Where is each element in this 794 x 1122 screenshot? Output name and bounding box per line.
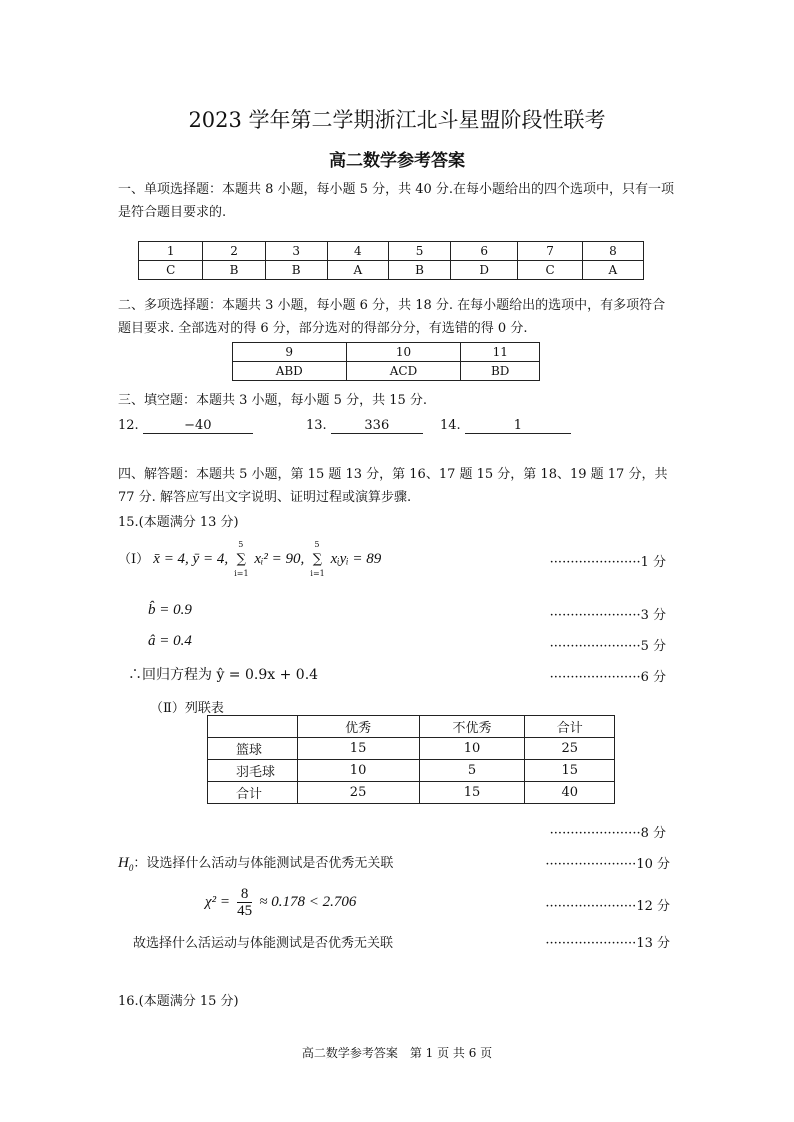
section1-answer-cell-2: B [203, 261, 265, 280]
h0-symbol: $H_0$ [118, 855, 134, 873]
q12-answer-line [118, 418, 253, 434]
q13-answer: 336 [331, 418, 423, 434]
score-10: ······················10 分 [545, 857, 670, 872]
contingency-header-cell [208, 716, 298, 738]
contingency-row [208, 738, 615, 760]
b-hat-result: b̂ = 0.9 [148, 602, 192, 618]
section1-number-cell-2: 2 [203, 242, 265, 261]
score-13: ······················13 分 [545, 936, 670, 951]
section1-answer-cell-5: B [388, 261, 450, 280]
h0-text: ：设选择什么活动与体能测试是否优秀无关联 [133, 856, 394, 871]
q14-answer: 1 [465, 418, 571, 434]
section1-answer-table [138, 241, 644, 280]
score-1: ······················1 分 [549, 555, 666, 570]
section1-instructions: 一、单项选择题：本题共 8 小题，每小题 5 分，共 40 分.在每小题给出的四个选项中，只有一项是符合题目要求的. [118, 182, 675, 220]
q12-answer: −40 [143, 418, 253, 434]
part1-sum-x2: xᵢ² = 90, [254, 551, 305, 567]
null-hypothesis [118, 852, 393, 873]
score-8: ······················8 分 [549, 826, 666, 841]
section1-answer-cell-6: D [451, 261, 518, 280]
q12-label: 12. [118, 418, 139, 433]
contingency-cell: 15 [525, 760, 615, 782]
section2-number-cell-3: 11 [461, 343, 540, 362]
sum-symbol-1: 5 ∑ i=1 [234, 540, 249, 578]
q14-label: 14. [440, 418, 461, 433]
section2-instructions: 二、多项选择题：本题共 3 小题，每小题 6 分，共 18 分. 在每小题给出的选项中，有多项符合题目要求. 全部选对的得 6 分，部分选对的得部分分，有选错的得 0 分. [118, 298, 666, 336]
contingency-cell: 15 [419, 782, 525, 804]
section2-number-cell-1: 9 [233, 343, 347, 362]
part1-means: x̄ = 4, ȳ = 4, [153, 551, 229, 567]
q14-answer-line [440, 418, 571, 434]
score-6: ······················6 分 [549, 670, 666, 685]
contingency-table [207, 715, 615, 804]
q13-answer-line [306, 418, 423, 434]
contingency-cell: 5 [419, 760, 525, 782]
section1-number-cell-3: 3 [265, 242, 327, 261]
chi-fraction: $\frac{8}{45}$ [237, 886, 253, 919]
section1-number-cell-5: 5 [388, 242, 450, 261]
contingency-row [208, 782, 615, 804]
section2-number-cell-2: 10 [346, 343, 461, 362]
section1-answer-cell-4: A [327, 261, 388, 280]
contingency-cell: 15 [297, 738, 419, 760]
conclusion-text: 故选择什么活运动与体能测试是否优秀无关联 [133, 936, 394, 951]
score-12: ······················12 分 [545, 899, 670, 914]
contingency-cell: 合计 [208, 782, 298, 804]
score-5: ······················5 分 [549, 639, 666, 654]
part1-given-values [118, 540, 382, 578]
sum-symbol-2: 5 ∑ i=1 [310, 540, 325, 578]
a-hat-result: â = 0.4 [148, 633, 192, 649]
section1-answer-cell-1: C [139, 261, 203, 280]
section1-answer-cell-3: B [265, 261, 327, 280]
contingency-header-cell: 不优秀 [419, 716, 525, 738]
section2-answer-cell-1: ABD [233, 362, 347, 381]
contingency-cell: 25 [297, 782, 419, 804]
section1-answer-cell-7: C [518, 261, 582, 280]
section2-answer-table [232, 342, 540, 381]
section4-instructions: 四、解答题：本题共 5 小题，第 15 题 13 分，第 16、17 题 15 分，第 18、19 题 17 分，共 77 分. 解答应写出文字说明、证明过程或演算步骤. [118, 467, 668, 505]
q13-label: 13. [306, 418, 327, 433]
score-3: ······················3 分 [549, 608, 666, 623]
q15-header: 15.(本题满分 13 分) [118, 515, 239, 530]
section2-answer-cell-2: ACD [346, 362, 461, 381]
contingency-cell: 羽毛球 [208, 760, 298, 782]
section1-number-cell-8: 8 [582, 242, 643, 261]
section1-number-cell-7: 7 [518, 242, 582, 261]
q16-header: 16.(本题满分 15 分) [118, 994, 239, 1009]
section3-instructions: 三、填空题：本题共 3 小题，每小题 5 分，共 15 分. [118, 393, 428, 408]
contingency-cell: 40 [525, 782, 615, 804]
contingency-row [208, 760, 615, 782]
part2-label: （Ⅱ）列联表 [150, 701, 224, 716]
contingency-cell: 10 [297, 760, 419, 782]
part1-sum-xy: xᵢyᵢ = 89 [330, 551, 382, 567]
section1-number-cell-6: 6 [451, 242, 518, 261]
section1-answer-cell-8: A [582, 261, 643, 280]
contingency-cell: 篮球 [208, 738, 298, 760]
contingency-cell: 10 [419, 738, 525, 760]
contingency-header-cell: 优秀 [297, 716, 419, 738]
chi-square-result: χ² = $\frac{8}{45}$ ≈ 0.178 < 2.706 [205, 886, 357, 919]
document-subtitle: 高二数学参考答案 [329, 151, 465, 171]
contingency-header-cell: 合计 [525, 716, 615, 738]
section1-number-cell-4: 4 [327, 242, 388, 261]
part1-label: （Ⅰ） [118, 552, 150, 567]
document-title: 2023 学年第二学期浙江北斗星盟阶段性联考 [188, 108, 606, 132]
section1-number-cell-1: 1 [139, 242, 203, 261]
regression-equation: ∴回归方程为 ŷ = 0.9x + 0.4 [128, 667, 319, 683]
section2-answer-cell-3: BD [461, 362, 540, 381]
contingency-cell: 25 [525, 738, 615, 760]
page-footer: 高二数学参考答案 第 1 页 共 6 页 [301, 1046, 493, 1060]
